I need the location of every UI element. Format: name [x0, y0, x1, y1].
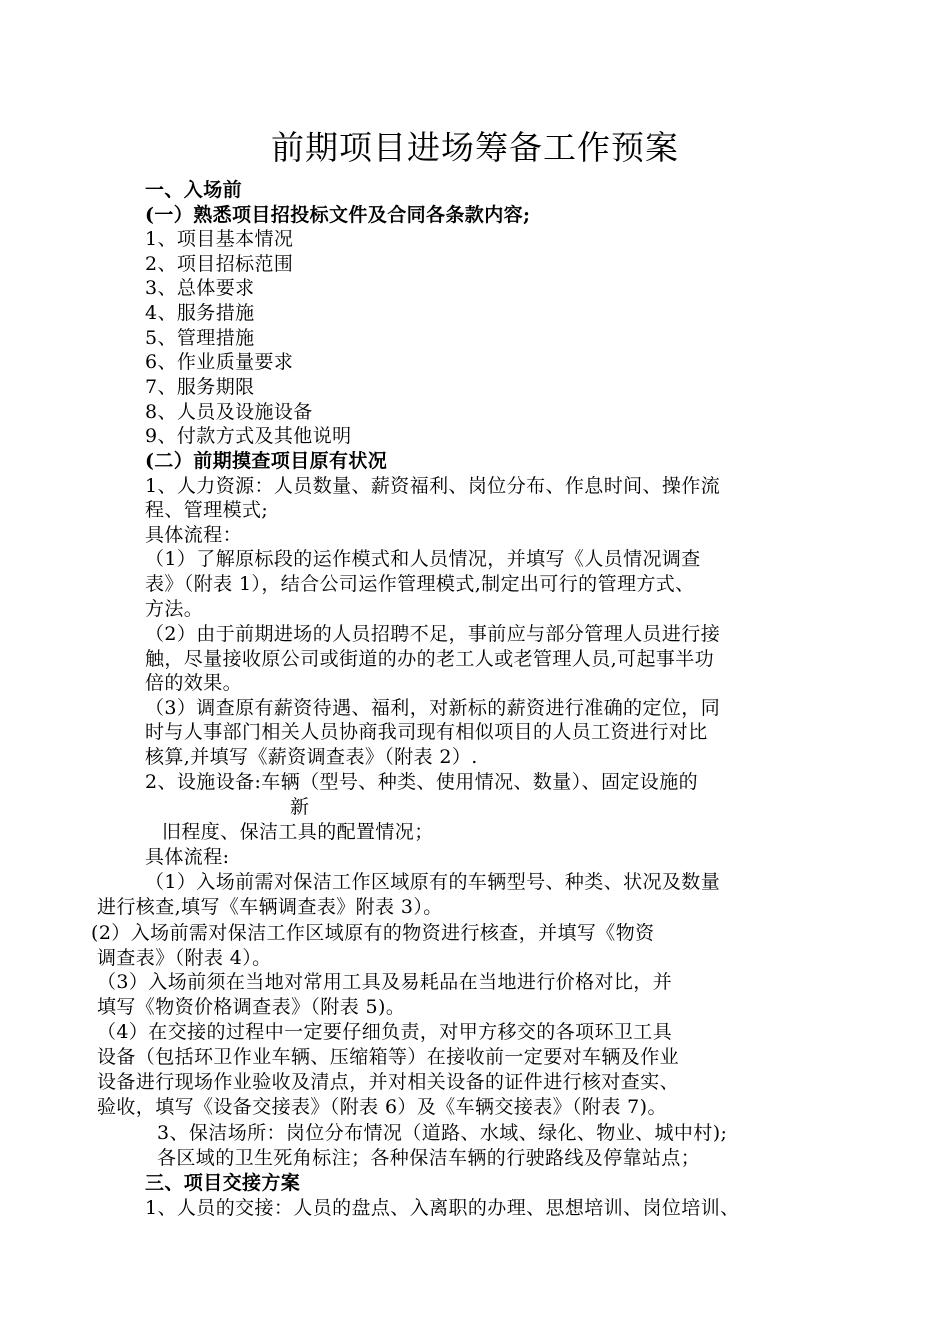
paragraph-line: 调查表》（附表 4）。	[97, 947, 272, 969]
list-item: 9、付款方式及其他说明	[145, 425, 352, 447]
paragraph-line: 时与人事部门相关人员协商我司现有相似项目的人员工资进行对比	[145, 721, 708, 743]
paragraph-line: 填写《物资价格调查表》（附表 5)。	[97, 996, 406, 1018]
paragraph-line: 核算,并填写《薪资调查表》（附表 2）.	[145, 746, 478, 768]
list-item: 1、项目基本情况	[145, 228, 294, 250]
paragraph-line: 方法。	[145, 598, 204, 620]
paragraph-line: 触，尽量接收原公司或街道的办的老工人或老管理人员,可起事半功	[145, 648, 715, 670]
document-title: 前期项目进场筹备工作预案	[271, 128, 679, 167]
paragraph-line: 设备进行现场作业验收及清点，并对相关设备的证件进行核对查实、	[97, 1071, 680, 1093]
paragraph-line: 进行核查,填写《车辆调查表》附表 3）。	[97, 896, 443, 918]
paragraph-line: （2）由于前期进场的人员招聘不足，事前应与部分管理人员进行接	[145, 623, 721, 645]
paragraph-line: 验收，填写《设备交接表》（附表 6）及《车辆交接表》（附表 7)。	[97, 1096, 667, 1118]
paragraph-line: 3、保洁场所：岗位分布情况（道路、水域、绿化、物业、城中村);	[157, 1122, 728, 1144]
paragraph-line: （1）了解原标段的运作模式和人员情况，并填写《人员情况调查	[145, 548, 701, 570]
list-item: 2、项目招标范围	[145, 253, 294, 275]
paragraph-line: 具体流程:	[145, 846, 230, 868]
paragraph-line: （3）入场前须在当地对常用工具及易耗品在当地进行价格对比，并	[97, 971, 673, 993]
list-item: 4、服务措施	[145, 302, 255, 324]
list-item: 8、人员及设施设备	[145, 401, 313, 423]
paragraph-line: 表》（附表 1），结合公司运作管理模式,制定出可行的管理方式、	[145, 573, 695, 595]
paragraph-line: 具体流程：	[145, 524, 243, 546]
list-item: 5、管理措施	[145, 327, 255, 349]
paragraph-line: 1、人力资源：人员数量、薪资福利、岗位分布、作息时间、操作流	[145, 475, 721, 497]
paragraph-line: 2、设施设备:车辆（型号、种类、使用情况、数量）、固定设施的	[145, 771, 698, 793]
list-item: 3、总体要求	[145, 277, 255, 299]
paragraph-line: (2）入场前需对保洁工作区域原有的物资进行核查，并填写《物资	[91, 922, 655, 944]
section-heading: 三、项目交接方案	[145, 1172, 301, 1194]
paragraph-line: （3）调查原有薪资待遇、福利，对新标的薪资进行准确的定位，同	[145, 697, 721, 719]
list-item: 6、作业质量要求	[145, 351, 294, 373]
paragraph-line: 倍的效果。	[145, 672, 243, 694]
paragraph-line: 设备（包括环卫作业车辆、压缩箱等）在接收前一定要对车辆及作业	[97, 1046, 680, 1068]
subsection-heading: (二）前期摸查项目原有状况	[145, 450, 388, 472]
subsection-heading: (一）熟悉项目招投标文件及合同各条款内容;	[145, 204, 531, 226]
paragraph-line: 新	[290, 796, 310, 818]
paragraph-line: 1、人员的交接：人员的盘点、入离职的办理、思想培训、岗位培训、	[145, 1197, 740, 1219]
paragraph-line: （4）在交接的过程中一定要仔细负责，对甲方移交的各项环卫工具	[97, 1021, 673, 1043]
paragraph-line: 旧程度、保洁工具的配置情况；	[162, 821, 434, 843]
paragraph-line: 程、管理模式;	[145, 499, 269, 521]
paragraph-line: （1）入场前需对保洁工作区域原有的车辆型号、种类、状况及数量	[145, 871, 721, 893]
section-heading: 一、入场前	[145, 179, 243, 201]
paragraph-line: 各区域的卫生死角标注；各种保洁车辆的行驶路线及停靠站点；	[157, 1147, 701, 1169]
list-item: 7、服务期限	[145, 376, 255, 398]
